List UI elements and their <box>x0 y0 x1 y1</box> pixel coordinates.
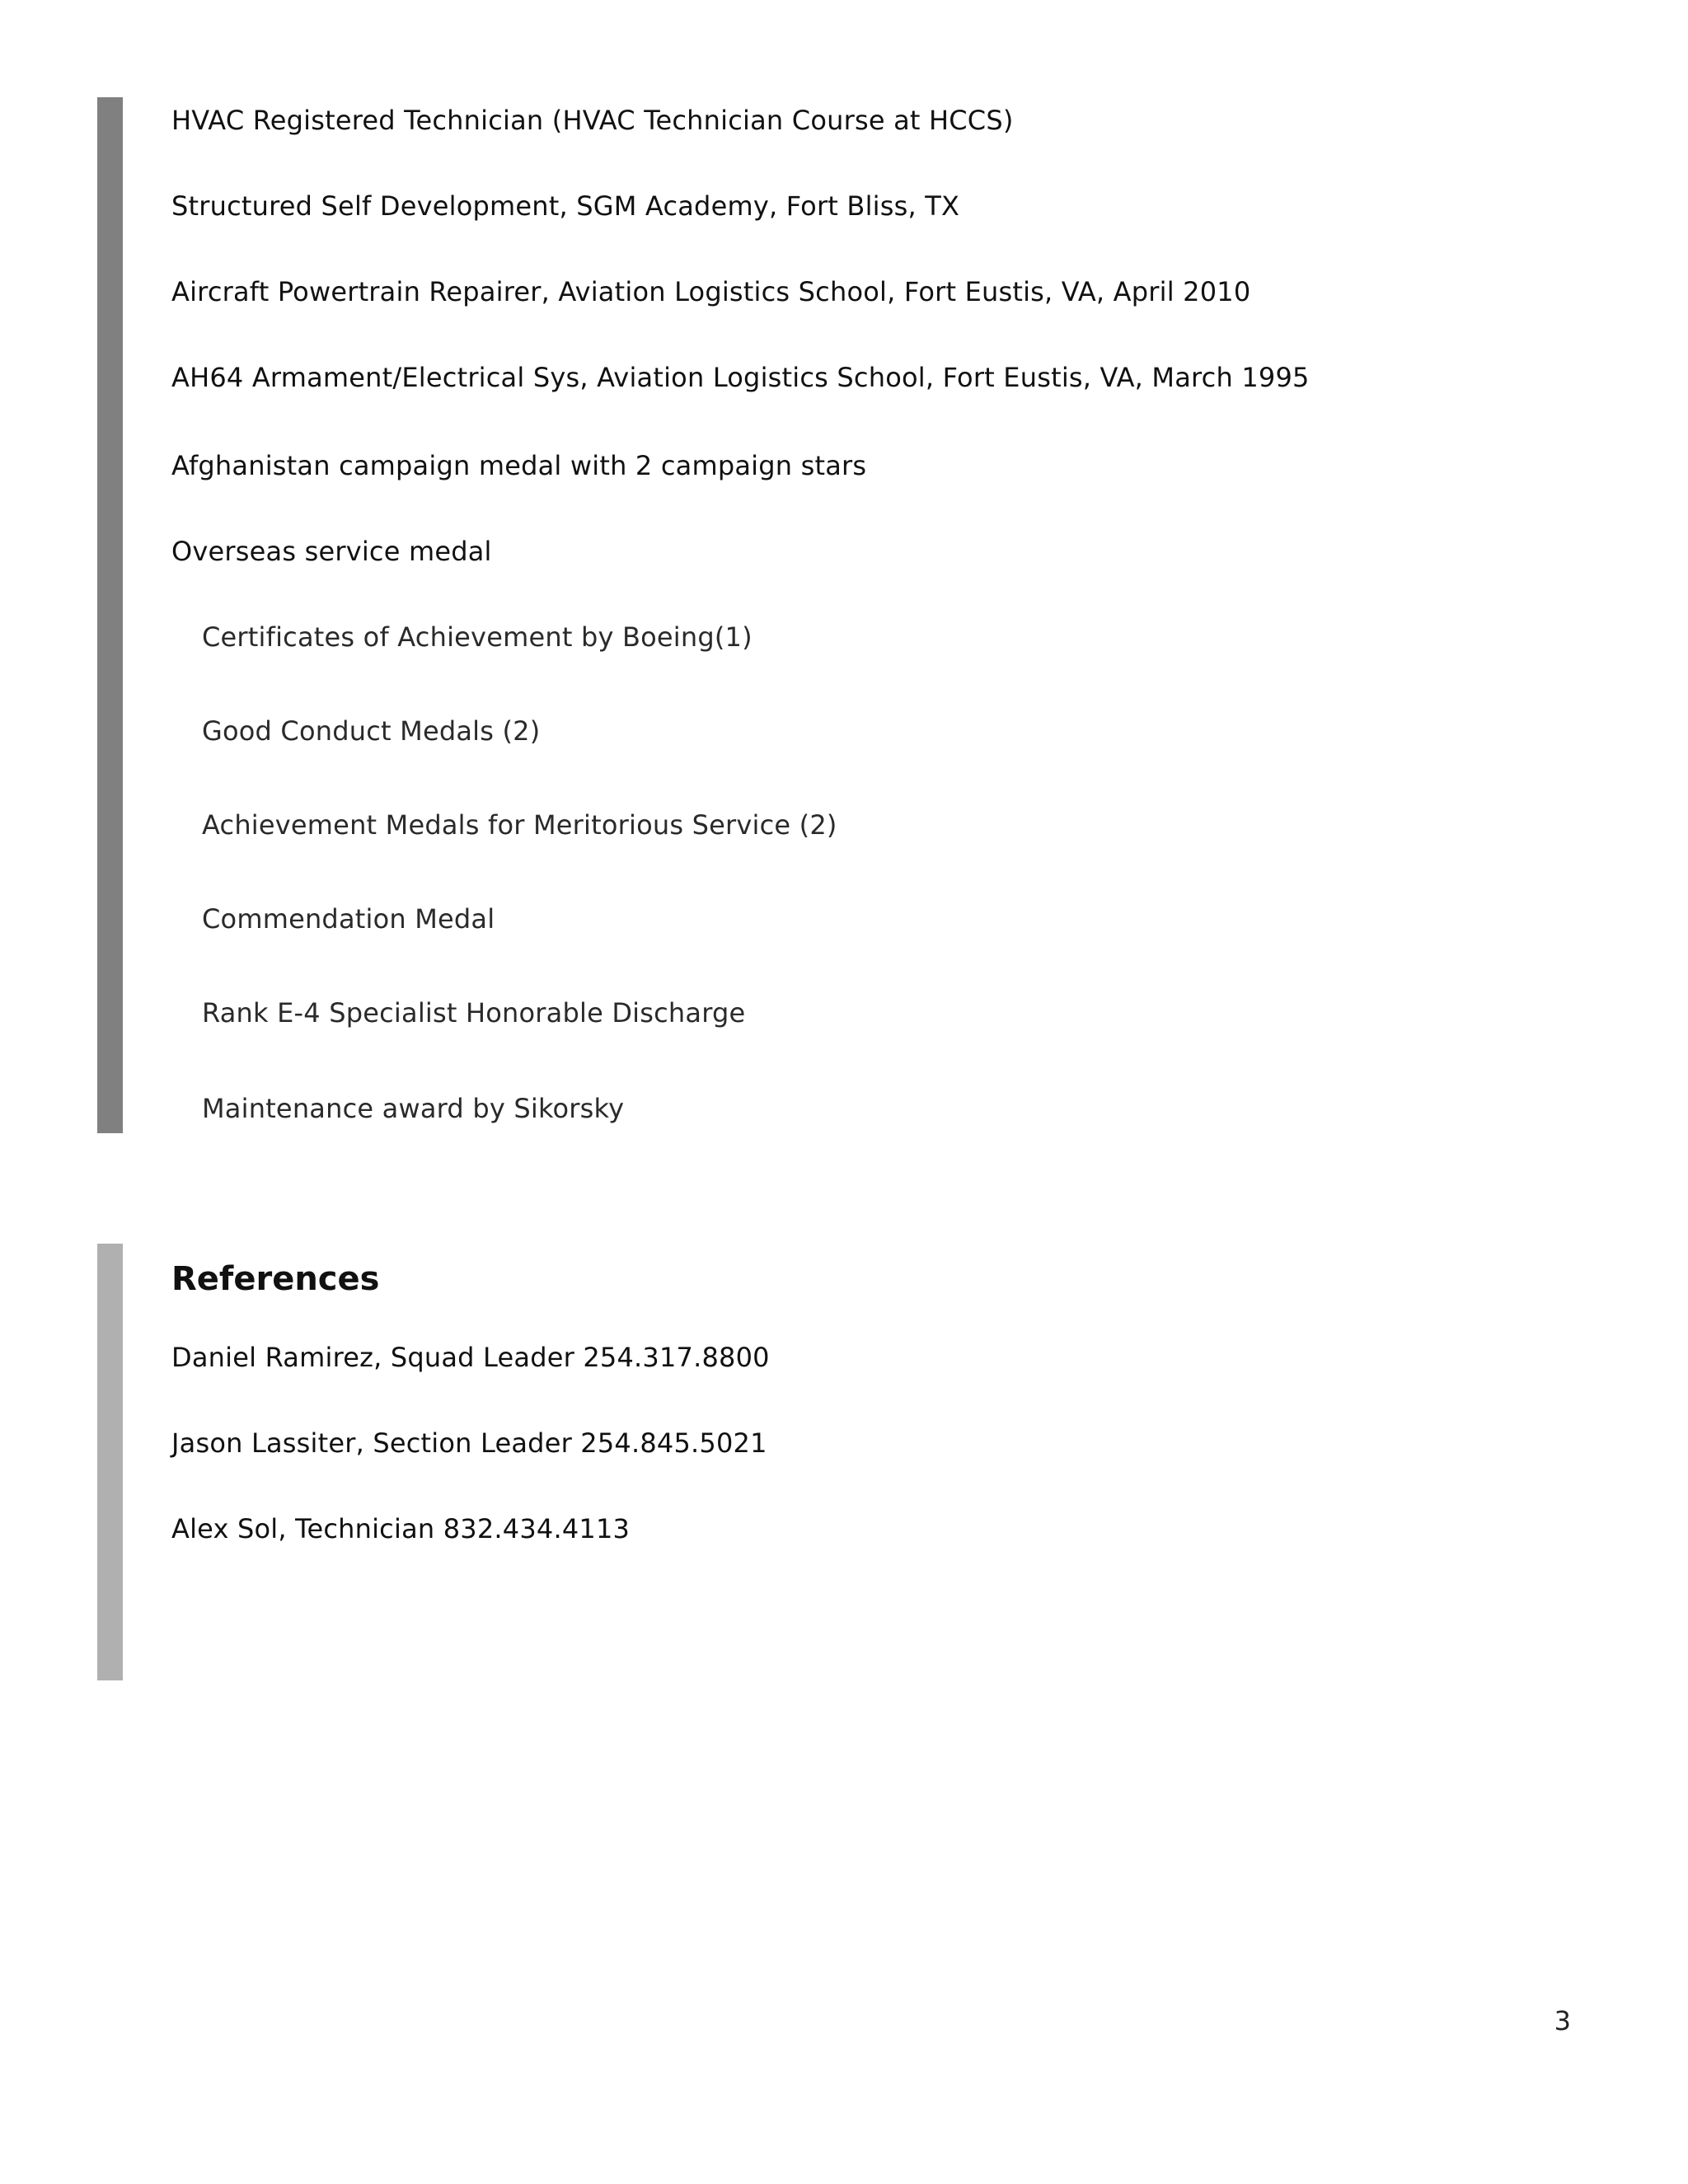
training-item: Aircraft Powertrain Repairer, Aviation Logistics School, Fort Eustis, VA, April 2010 <box>171 276 1251 307</box>
award-item: Rank E-4 Specialist Honorable Discharge <box>202 997 746 1029</box>
reference-item: Daniel Ramirez, Squad Leader 254.317.8800 <box>171 1342 770 1373</box>
award-item: Commendation Medal <box>202 903 495 935</box>
training-item: HVAC Registered Technician (HVAC Technician Course at HCCS) <box>171 105 1014 136</box>
award-item: Achievement Medals for Meritorious Service (2) <box>202 809 837 841</box>
training-item: Afghanistan campaign medal with 2 campaign stars <box>171 450 867 481</box>
award-item: Good Conduct Medals (2) <box>202 715 541 747</box>
training-item: Overseas service medal <box>171 536 492 567</box>
references-accent-bar <box>97 1244 123 1680</box>
reference-item: Jason Lassiter, Section Leader 254.845.5021 <box>171 1427 767 1459</box>
training-item: Structured Self Development, SGM Academy, Fort Bliss, TX <box>171 190 960 222</box>
page-number: 3 <box>1554 2005 1571 2036</box>
training-item: AH64 Armament/Electrical Sys, Aviation Logistics School, Fort Eustis, VA, March 1995 <box>171 362 1310 393</box>
award-item: Certificates of Achievement by Boeing(1) <box>202 621 753 653</box>
reference-item: Alex Sol, Technician 832.434.4113 <box>171 1513 631 1544</box>
section-accent-bar <box>97 97 123 1133</box>
references-heading: References <box>171 1260 380 1298</box>
award-item: Maintenance award by Sikorsky <box>202 1093 625 1124</box>
